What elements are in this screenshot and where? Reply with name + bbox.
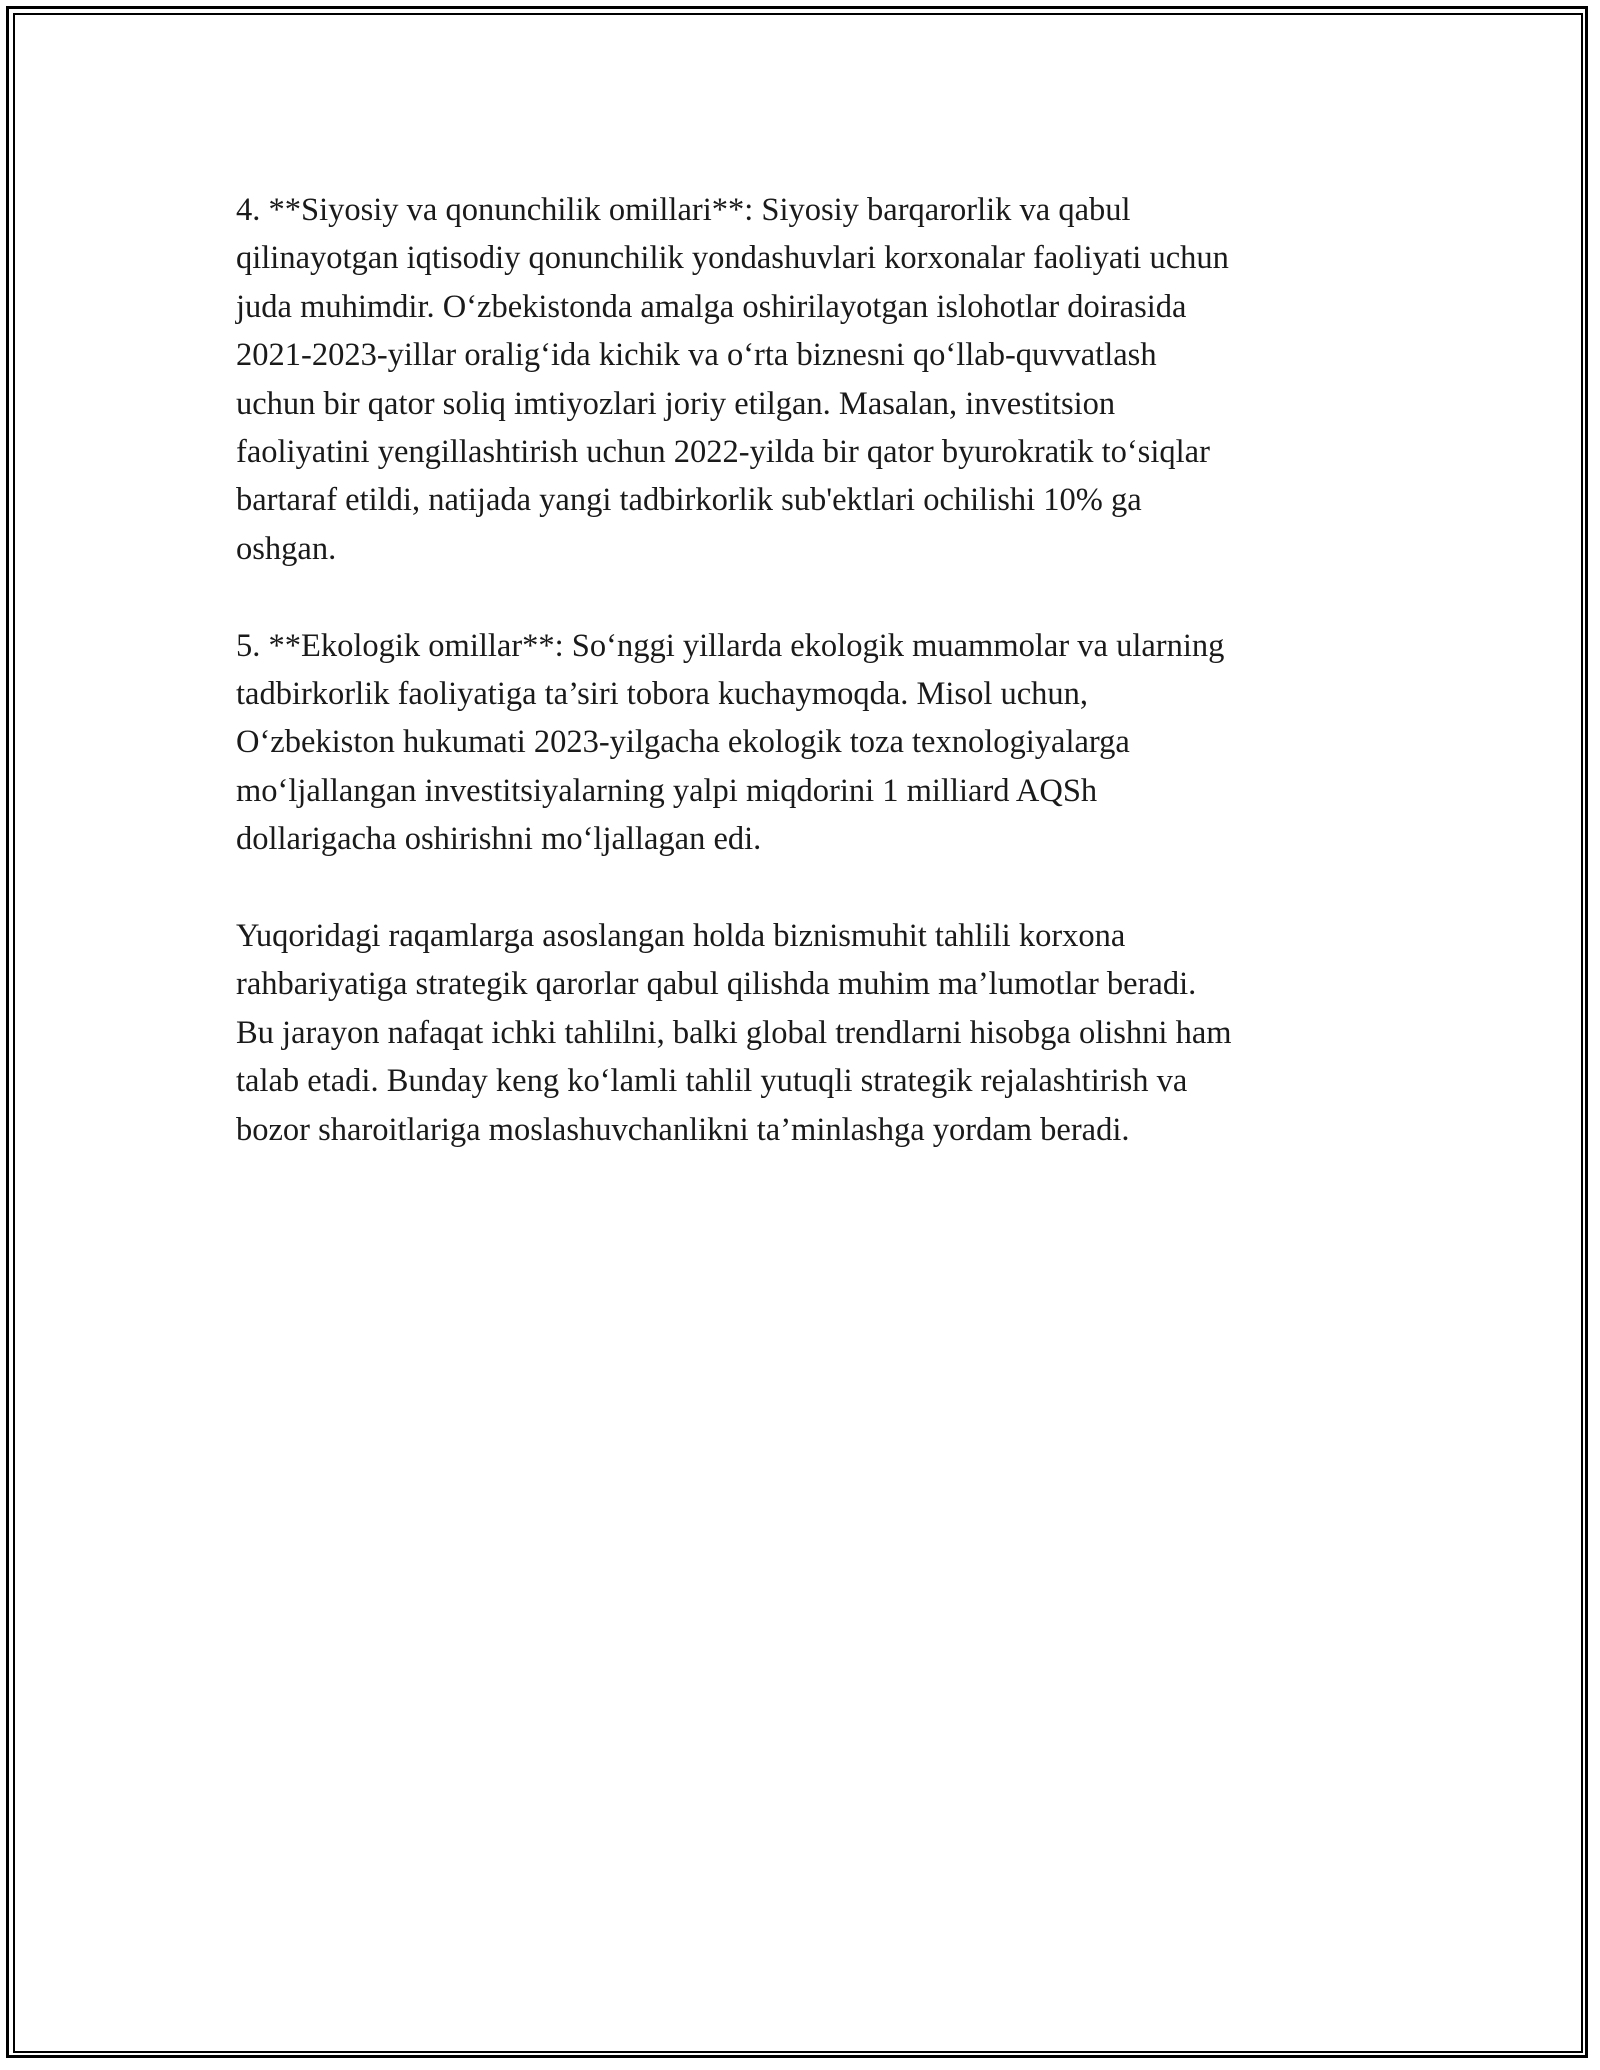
document-body bbox=[236, 186, 1386, 1202]
text-line: Yuqoridagi raqamlarga asoslangan holda biznismuhit tahlili korxona bbox=[236, 918, 1126, 955]
text-line: faoliyatini yengillashtirish uchun 2022-yilda bir qator byurokratik to‘siqlar bbox=[236, 434, 1210, 471]
text-line: tadbirkorlik faoliyatiga ta’siri tobora kuchaymoqda. Misol uchun, bbox=[236, 676, 1089, 713]
text-line: O‘zbekiston hukumati 2023-yilgacha ekologik toza texnologiyalarga bbox=[236, 724, 1130, 761]
text-line: qilinayotgan iqtisodiy qonunchilik yondashuvlari korxonalar faoliyati uchun bbox=[236, 240, 1229, 277]
text-line: 5. **Ekologik omillar**: So‘nggi yillarda ekologik muammolar va ularning bbox=[236, 627, 1225, 664]
text-line: dollarigacha oshirishni mo‘ljallagan edi. bbox=[236, 821, 762, 858]
text-line: bozor sharoitlariga moslashuvchanlikni ta’minlashga yordam beradi. bbox=[236, 1111, 1130, 1148]
paragraph-ecological-factors bbox=[236, 622, 1386, 864]
text-line: Bu jarayon nafaqat ichki tahlilni, balki global trendlarni hisobga olishni ham bbox=[236, 1014, 1232, 1051]
text-line: talab etadi. Bunday keng ko‘lamli tahlil yutuqli strategik rejalashtirish va bbox=[236, 1063, 1188, 1100]
text-line: rahbariyatiga strategik qarorlar qabul qilishda muhim ma’lumotlar beradi. bbox=[236, 966, 1197, 1003]
text-line: 4. **Siyosiy va qonunchilik omillari**: Siyosiy barqarorlik va qabul bbox=[236, 192, 1131, 228]
text-line: 2021-2023-yillar oralig‘ida kichik va o‘rta biznesni qo‘llab-quvvatlash bbox=[236, 337, 1157, 374]
text-line: oshgan. bbox=[236, 530, 337, 567]
text-line: bartaraf etildi, natijada yangi tadbirkorlik sub'ektlari ochilishi 10% ga bbox=[236, 482, 1142, 519]
text-line: juda muhimdir. O‘zbekistonda amalga oshirilayotgan islohotlar doirasida bbox=[236, 288, 1187, 325]
paragraph-political-legal-factors bbox=[236, 186, 1386, 573]
paragraph-conclusion bbox=[236, 912, 1386, 1154]
text-line: uchun bir qator soliq imtiyozlari joriy etilgan. Masalan, investitsion bbox=[236, 385, 1116, 422]
text-line: mo‘ljallangan investitsiyalarning yalpi miqdorini 1 milliard AQSh bbox=[236, 772, 1098, 809]
